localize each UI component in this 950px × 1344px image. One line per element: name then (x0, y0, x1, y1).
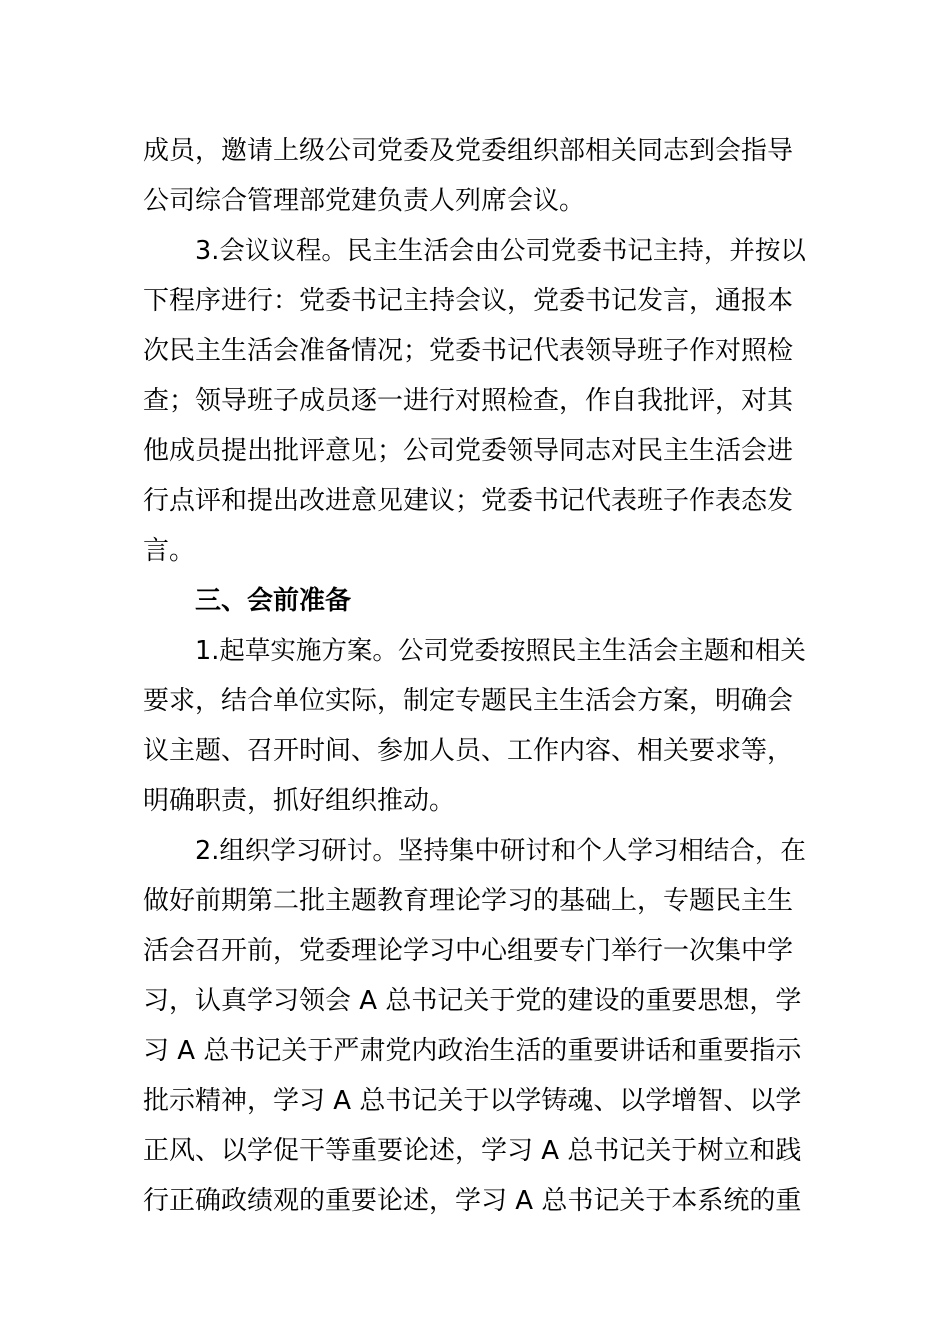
text-line: 言。 (143, 536, 196, 566)
text-line: 要求，结合单位实际，制定专题民主生活会方案，明确会 (143, 686, 794, 716)
text-line: 正风、以学促干等重要论述，学习 A 总书记关于树立和践 (143, 1136, 802, 1166)
text-line: 习，认真学习领会 A 总书记关于党的建设的重要思想，学 (143, 986, 802, 1016)
paragraph-start-line: 3.会议议程。民主生活会由公司党委书记主持，并按以 (195, 236, 806, 266)
text-line: 做好前期第二批主题教育理论学习的基础上，专题民主生 (143, 886, 794, 916)
text-line: 查；领导班子成员逐一进行对照检查，作自我批评，对其 (143, 386, 794, 416)
text-line: 批示精神，学习 A 总书记关于以学铸魂、以学增智、以学 (143, 1086, 802, 1116)
text-line: 他成员提出批评意见；公司党委领导同志对民主生活会进 (143, 436, 794, 466)
paragraph-start-line: 2.组织学习研讨。坚持集中研讨和个人学习相结合，在 (195, 836, 806, 866)
text-line: 议主题、召开时间、参加人员、工作内容、相关要求等， (143, 736, 794, 766)
text-line: 行点评和提出改进意见建议；党委书记代表班子作表态发 (143, 486, 794, 516)
section-heading: 三、会前准备 (195, 586, 352, 616)
text-line: 活会召开前，党委理论学习中心组要专门举行一次集中学 (143, 936, 794, 966)
text-line: 次民主生活会准备情况；党委书记代表领导班子作对照检 (143, 336, 794, 366)
text-line: 明确职责，抓好组织推动。 (143, 786, 456, 816)
text-line: 行正确政绩观的重要论述，学习 A 总书记关于本系统的重 (143, 1186, 802, 1216)
text-line: 成员，邀请上级公司党委及党委组织部相关同志到会指导 (143, 136, 794, 166)
text-line: 下程序进行：党委书记主持会议，党委书记发言，通报本 (143, 286, 794, 316)
text-line: 公司综合管理部党建负责人列席会议。 (143, 186, 586, 216)
paragraph-start-line: 1.起草实施方案。公司党委按照民主生活会主题和相关 (195, 636, 806, 666)
document-body (143, 126, 807, 1226)
text-line: 习 A 总书记关于严肃党内政治生活的重要讲话和重要指示 (143, 1036, 802, 1066)
